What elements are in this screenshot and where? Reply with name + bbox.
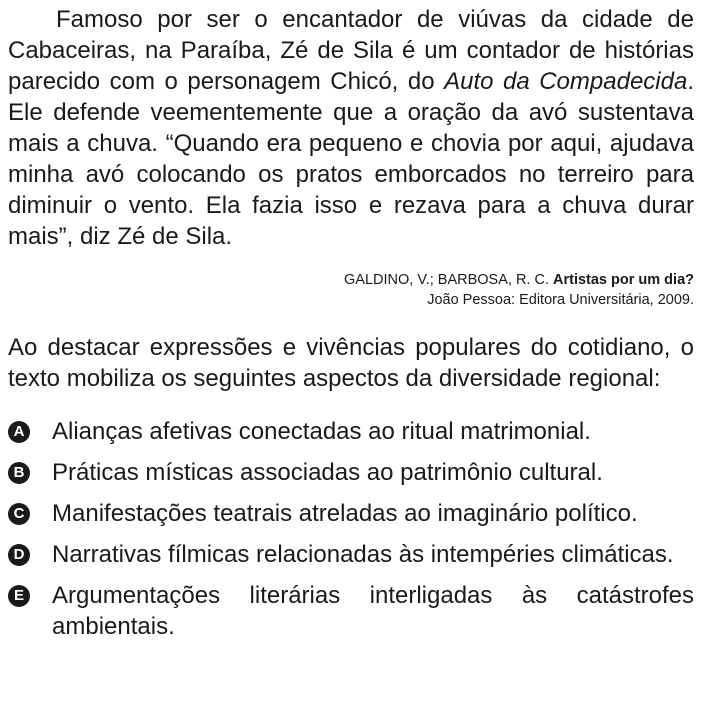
answer-options <box>8 416 694 642</box>
source-publisher: João Pessoa: Editora Universitária, 2009. <box>427 292 694 308</box>
source-citation <box>8 270 694 310</box>
option-e-badge: E <box>8 585 30 607</box>
option-b-text: Práticas místicas associadas ao patrimônio cultural. <box>52 459 603 486</box>
option-d-text: Narrativas fílmicas relacionadas às intempéries climáticas. <box>52 541 674 568</box>
source-authors: GALDINO, V.; BARBOSA, R. C. <box>344 272 553 288</box>
option-e[interactable] <box>8 580 694 642</box>
option-a[interactable] <box>8 416 694 447</box>
question-stem: Ao destacar expressões e vivências populares do cotidiano, o texto mobiliza os seguintes aspectos da diversidade regional: <box>8 334 694 392</box>
option-a-text: Alianças afetivas conectadas ao ritual matrimonial. <box>52 418 591 445</box>
option-b-badge: B <box>8 462 30 484</box>
option-a-badge: A <box>8 421 30 443</box>
option-c-badge: C <box>8 503 30 525</box>
passage-part-1: Famoso por ser o encantador de viúvas da cidade de Cabaceiras, na Paraíba, Zé de Sila é um contador de histórias parecido com o personagem Chicó, do <box>8 6 694 95</box>
option-d-badge: D <box>8 544 30 566</box>
question-page <box>8 4 694 658</box>
option-d[interactable] <box>8 539 694 570</box>
option-c-text: Manifestações teatrais atreladas ao imaginário político. <box>52 500 638 527</box>
option-e-text: Argumentações literárias interligadas às catástrofes ambientais. <box>52 582 694 640</box>
source-title: Artistas por um dia? <box>553 272 694 288</box>
work-title: Auto da Compadecida <box>444 68 688 95</box>
passage-text <box>8 4 694 252</box>
option-b[interactable] <box>8 457 694 488</box>
passage-part-2: . Ele defende veementemente que a oração da avó sustentava mais a chuva. “Quando era pequeno e chovia por aqui, ajudava minha avó colocando os pratos emborcados no terreiro para diminuir o vento. Ela fazia isso e rezava para a chuva durar mais”, diz Zé de Sila. <box>8 68 694 250</box>
option-c[interactable] <box>8 498 694 529</box>
